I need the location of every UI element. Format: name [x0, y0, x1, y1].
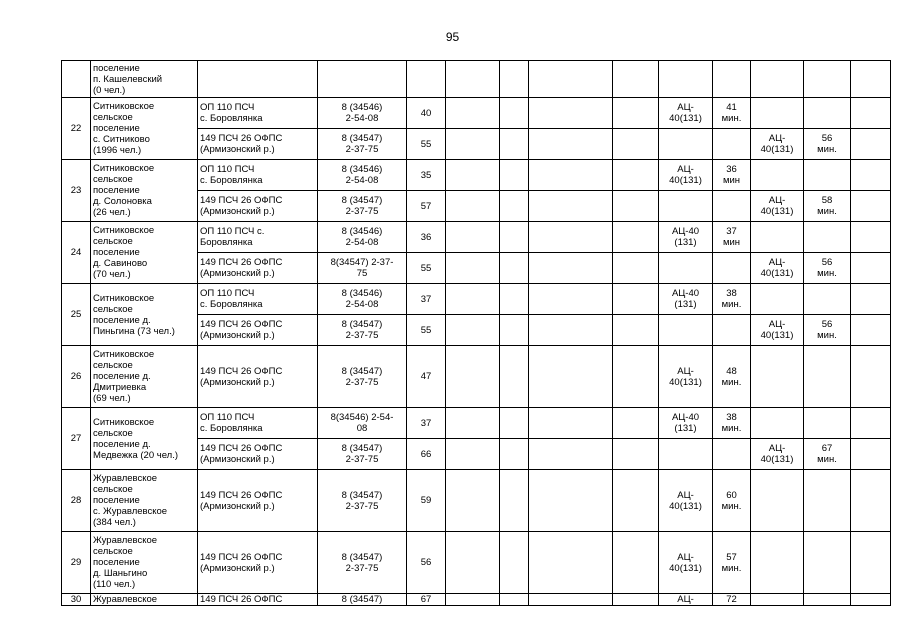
- vehicle-type: АЦ- 40(131): [659, 346, 713, 408]
- phone-number: 8 (34547): [318, 594, 407, 606]
- distance-km: 37: [407, 284, 446, 315]
- fire-unit: 149 ПСЧ 26 ОФПС: [198, 594, 318, 606]
- arrival-time-2: [804, 284, 851, 315]
- empty-cell: [446, 191, 500, 222]
- arrival-time-2: [804, 61, 851, 98]
- vehicle-type-2: АЦ- 40(131): [751, 315, 804, 346]
- table-row: [62, 346, 891, 408]
- empty-cell: [851, 98, 891, 129]
- arrival-time: 72: [713, 594, 751, 606]
- vehicle-type-2: [751, 61, 804, 98]
- fire-unit: 149 ПСЧ 26 ОФПС (Армизонский р.): [198, 532, 318, 594]
- row-number: 22: [62, 98, 91, 160]
- empty-cell: [529, 408, 613, 439]
- phone-number: 8(34547) 2-37- 75: [318, 253, 407, 284]
- phone-number: 8 (34546) 2-54-08: [318, 160, 407, 191]
- empty-cell: [613, 61, 659, 98]
- empty-cell: [851, 594, 891, 606]
- vehicle-type: [659, 315, 713, 346]
- vehicle-type-2: [751, 408, 804, 439]
- distance-km: 57: [407, 191, 446, 222]
- distance-km: 56: [407, 532, 446, 594]
- empty-cell: [529, 594, 613, 606]
- fire-coverage-table: [61, 60, 891, 606]
- settlement-name: Журавлевское: [91, 594, 198, 606]
- empty-cell: [529, 160, 613, 191]
- fire-unit: ОП 110 ПСЧ с. Боровлянка: [198, 160, 318, 191]
- empty-cell: [851, 439, 891, 470]
- phone-number: 8 (34547) 2-37-75: [318, 470, 407, 532]
- row-number: [62, 61, 91, 98]
- fire-unit: ОП 110 ПСЧ с. Боровлянка: [198, 98, 318, 129]
- arrival-time-2: 56 мин.: [804, 129, 851, 160]
- arrival-time-2: [804, 532, 851, 594]
- fire-unit: 149 ПСЧ 26 ОФПС (Армизонский р.): [198, 470, 318, 532]
- empty-cell: [851, 191, 891, 222]
- vehicle-type: АЦ- 40(131): [659, 532, 713, 594]
- empty-cell: [613, 253, 659, 284]
- empty-cell: [446, 284, 500, 315]
- page-number: 95: [445, 30, 460, 44]
- empty-cell: [529, 532, 613, 594]
- arrival-time: 60 мин.: [713, 470, 751, 532]
- fire-unit: ОП 110 ПСЧ с. Боровлянка: [198, 408, 318, 439]
- arrival-time: [713, 439, 751, 470]
- arrival-time-2: 56 мин.: [804, 253, 851, 284]
- fire-unit: 149 ПСЧ 26 ОФПС (Армизонский р.): [198, 439, 318, 470]
- empty-cell: [613, 222, 659, 253]
- empty-cell: [446, 439, 500, 470]
- distance-km: 66: [407, 439, 446, 470]
- empty-cell: [500, 532, 529, 594]
- settlement-name: Ситниковское сельское поселение д. Солоновка (26 чел.): [91, 160, 198, 222]
- empty-cell: [613, 315, 659, 346]
- arrival-time-2: 58 мин.: [804, 191, 851, 222]
- arrival-time-2: [804, 222, 851, 253]
- empty-cell: [446, 315, 500, 346]
- arrival-time: 57 мин.: [713, 532, 751, 594]
- empty-cell: [529, 346, 613, 408]
- arrival-time-2: [804, 98, 851, 129]
- vehicle-type-2: [751, 346, 804, 408]
- vehicle-type: [659, 191, 713, 222]
- distance-km: 55: [407, 253, 446, 284]
- empty-cell: [851, 346, 891, 408]
- fire-unit: 149 ПСЧ 26 ОФПС (Армизонский р.): [198, 315, 318, 346]
- vehicle-type-2: [751, 594, 804, 606]
- empty-cell: [446, 222, 500, 253]
- distance-km: 59: [407, 470, 446, 532]
- empty-cell: [446, 98, 500, 129]
- empty-cell: [613, 532, 659, 594]
- fire-unit: ОП 110 ПСЧ с. Боровлянка: [198, 222, 318, 253]
- fire-unit: [198, 61, 318, 98]
- vehicle-type-2: [751, 470, 804, 532]
- table-row: [62, 284, 891, 315]
- settlement-name: Ситниковское сельское поселение д. Дмитриевка (69 чел.): [91, 346, 198, 408]
- empty-cell: [851, 160, 891, 191]
- empty-cell: [500, 346, 529, 408]
- empty-cell: [851, 532, 891, 594]
- fire-unit: 149 ПСЧ 26 ОФПС (Армизонский р.): [198, 129, 318, 160]
- phone-number: 8 (34547) 2-37-75: [318, 346, 407, 408]
- vehicle-type-2: [751, 160, 804, 191]
- table-row: [62, 594, 891, 606]
- empty-cell: [529, 61, 613, 98]
- distance-km: 55: [407, 129, 446, 160]
- settlement-name: Ситниковское сельское поселение д. Медвежка (20 чел.): [91, 408, 198, 470]
- empty-cell: [851, 222, 891, 253]
- phone-number: 8 (34547) 2-37-75: [318, 129, 407, 160]
- arrival-time: 38 мин.: [713, 284, 751, 315]
- row-number: 29: [62, 532, 91, 594]
- row-number: 27: [62, 408, 91, 470]
- vehicle-type-2: [751, 284, 804, 315]
- empty-cell: [500, 98, 529, 129]
- vehicle-type: АЦ-40 (131): [659, 284, 713, 315]
- vehicle-type: АЦ- 40(131): [659, 160, 713, 191]
- empty-cell: [500, 61, 529, 98]
- vehicle-type-2: АЦ- 40(131): [751, 439, 804, 470]
- empty-cell: [529, 222, 613, 253]
- distance-km: 67: [407, 594, 446, 606]
- vehicle-type: [659, 129, 713, 160]
- vehicle-type: АЦ- 40(131): [659, 98, 713, 129]
- settlement-name: Ситниковское сельское поселение с. Ситниково (1996 чел.): [91, 98, 198, 160]
- vehicle-type-2: АЦ- 40(131): [751, 253, 804, 284]
- table-row: [62, 61, 891, 98]
- settlement-name: Ситниковское сельское поселение д. Пиньгина (73 чел.): [91, 284, 198, 346]
- empty-cell: [500, 191, 529, 222]
- vehicle-type-2: АЦ- 40(131): [751, 129, 804, 160]
- empty-cell: [613, 346, 659, 408]
- table-row: [62, 222, 891, 253]
- vehicle-type-2: [751, 532, 804, 594]
- empty-cell: [446, 408, 500, 439]
- vehicle-type-2: АЦ- 40(131): [751, 191, 804, 222]
- table-row: [62, 160, 891, 191]
- empty-cell: [529, 470, 613, 532]
- fire-unit: 149 ПСЧ 26 ОФПС (Армизонский р.): [198, 253, 318, 284]
- empty-cell: [529, 191, 613, 222]
- empty-cell: [446, 594, 500, 606]
- row-number: 24: [62, 222, 91, 284]
- vehicle-type-2: [751, 222, 804, 253]
- arrival-time-2: [804, 408, 851, 439]
- row-number: 23: [62, 160, 91, 222]
- fire-unit: 149 ПСЧ 26 ОФПС (Армизонский р.): [198, 346, 318, 408]
- empty-cell: [529, 253, 613, 284]
- empty-cell: [500, 129, 529, 160]
- phone-number: 8 (34546) 2-54-08: [318, 284, 407, 315]
- row-number: 26: [62, 346, 91, 408]
- empty-cell: [613, 594, 659, 606]
- arrival-time: 37 мин: [713, 222, 751, 253]
- vehicle-type: [659, 253, 713, 284]
- empty-cell: [500, 439, 529, 470]
- empty-cell: [500, 315, 529, 346]
- phone-number: 8 (34547) 2-37-75: [318, 315, 407, 346]
- row-number: 30: [62, 594, 91, 606]
- distance-km: 40: [407, 98, 446, 129]
- phone-number: 8 (34546) 2-54-08: [318, 222, 407, 253]
- arrival-time: 41 мин.: [713, 98, 751, 129]
- empty-cell: [529, 315, 613, 346]
- row-number: 25: [62, 284, 91, 346]
- vehicle-type-2: [751, 98, 804, 129]
- arrival-time: 36 мин: [713, 160, 751, 191]
- empty-cell: [446, 470, 500, 532]
- distance-km: 47: [407, 346, 446, 408]
- empty-cell: [500, 160, 529, 191]
- phone-number: 8 (34546) 2-54-08: [318, 98, 407, 129]
- arrival-time: [713, 129, 751, 160]
- distance-km: [407, 61, 446, 98]
- fire-unit: 149 ПСЧ 26 ОФПС (Армизонский р.): [198, 191, 318, 222]
- empty-cell: [446, 253, 500, 284]
- settlement-name: поселение п. Кашелевский (0 чел.): [91, 61, 198, 98]
- empty-cell: [529, 129, 613, 160]
- distance-km: 35: [407, 160, 446, 191]
- row-number: 28: [62, 470, 91, 532]
- empty-cell: [851, 129, 891, 160]
- empty-cell: [446, 129, 500, 160]
- empty-cell: [613, 439, 659, 470]
- phone-number: 8(34546) 2-54- 08: [318, 408, 407, 439]
- vehicle-type: АЦ- 40(131): [659, 470, 713, 532]
- table-row: [62, 408, 891, 439]
- vehicle-type: АЦ-40 (131): [659, 408, 713, 439]
- phone-number: 8 (34547) 2-37-75: [318, 439, 407, 470]
- table-row: [62, 532, 891, 594]
- arrival-time-2: [804, 470, 851, 532]
- arrival-time: [713, 191, 751, 222]
- arrival-time: [713, 253, 751, 284]
- vehicle-type: АЦ-40 (131): [659, 222, 713, 253]
- empty-cell: [613, 191, 659, 222]
- arrival-time-2: [804, 594, 851, 606]
- settlement-name: Ситниковское сельское поселение д. Савиново (70 чел.): [91, 222, 198, 284]
- vehicle-type: [659, 61, 713, 98]
- empty-cell: [446, 61, 500, 98]
- empty-cell: [500, 253, 529, 284]
- arrival-time-2: [804, 346, 851, 408]
- empty-cell: [529, 98, 613, 129]
- empty-cell: [500, 594, 529, 606]
- empty-cell: [851, 470, 891, 532]
- table-row: [62, 98, 891, 129]
- empty-cell: [851, 61, 891, 98]
- empty-cell: [529, 284, 613, 315]
- table-body: [62, 61, 891, 606]
- phone-number: [318, 61, 407, 98]
- empty-cell: [613, 408, 659, 439]
- arrival-time: 38 мин.: [713, 408, 751, 439]
- table-row: [62, 470, 891, 532]
- empty-cell: [529, 439, 613, 470]
- fire-unit: ОП 110 ПСЧ с. Боровлянка: [198, 284, 318, 315]
- empty-cell: [613, 98, 659, 129]
- empty-cell: [851, 408, 891, 439]
- arrival-time-2: 67 мин.: [804, 439, 851, 470]
- vehicle-type: [659, 439, 713, 470]
- arrival-time-2: 56 мин.: [804, 315, 851, 346]
- settlement-name: Журавлевское сельское поселение д. Шаньгино (110 чел.): [91, 532, 198, 594]
- empty-cell: [500, 408, 529, 439]
- empty-cell: [500, 284, 529, 315]
- arrival-time-2: [804, 160, 851, 191]
- distance-km: 55: [407, 315, 446, 346]
- empty-cell: [613, 160, 659, 191]
- distance-km: 36: [407, 222, 446, 253]
- empty-cell: [851, 284, 891, 315]
- empty-cell: [613, 129, 659, 160]
- phone-number: 8 (34547) 2-37-75: [318, 191, 407, 222]
- empty-cell: [446, 346, 500, 408]
- vehicle-type: АЦ-: [659, 594, 713, 606]
- settlement-name: Журавлевское сельское поселение с. Журавлевское (384 чел.): [91, 470, 198, 532]
- empty-cell: [613, 470, 659, 532]
- arrival-time: [713, 61, 751, 98]
- empty-cell: [851, 315, 891, 346]
- empty-cell: [500, 470, 529, 532]
- empty-cell: [851, 253, 891, 284]
- empty-cell: [446, 532, 500, 594]
- arrival-time: [713, 315, 751, 346]
- phone-number: 8 (34547) 2-37-75: [318, 532, 407, 594]
- empty-cell: [446, 160, 500, 191]
- empty-cell: [500, 222, 529, 253]
- arrival-time: 48 мин.: [713, 346, 751, 408]
- empty-cell: [613, 284, 659, 315]
- distance-km: 37: [407, 408, 446, 439]
